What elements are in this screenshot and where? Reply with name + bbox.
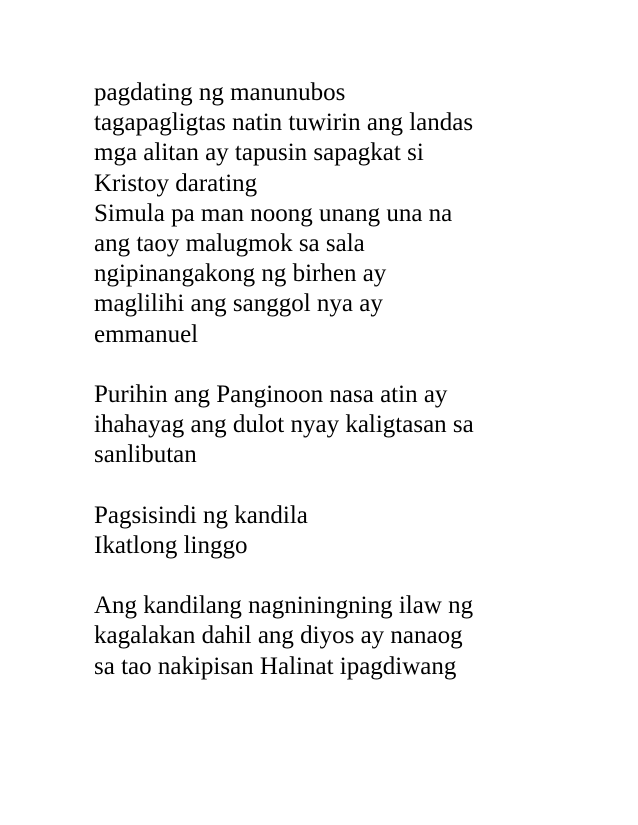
stanza-1	[94, 78, 614, 350]
stanza-3	[94, 501, 614, 561]
text-line: ihahayag ang dulot nyay kaligtasan sa	[94, 411, 474, 439]
paragraph-gap	[94, 350, 614, 380]
text-line: maglilihi ang sanggol nya ay	[94, 290, 383, 318]
text-line: mga alitan ay tapusin sapagkat si	[94, 139, 424, 167]
text-line: pagdating ng manunubos	[94, 79, 346, 106]
stanza-2	[94, 380, 614, 471]
text-line: Ikatlong linggo	[94, 531, 248, 559]
text-line: Simula pa man noong unang una na	[94, 199, 453, 227]
text-line: Ang kandilang nagniningning ilaw ng	[94, 592, 474, 620]
paragraph-gap	[94, 561, 614, 591]
text-line: ngipinangakong ng birhen ay	[94, 260, 387, 288]
text-line: Pagsisindi ng kandila	[94, 501, 308, 529]
text-line: Purihin ang Panginoon nasa atin ay	[94, 380, 448, 408]
text-line: emmanuel	[94, 320, 199, 348]
text-line: ang taoy malugmok sa sala	[94, 229, 365, 257]
text-line: sa tao nakipisan Halinat ipagdiwang	[94, 652, 457, 680]
text-line: Kristoy darating	[94, 169, 258, 197]
text-line: sanlibutan	[94, 441, 197, 469]
document-text	[94, 78, 614, 682]
text-line: tagapagligtas natin tuwirin ang landas	[94, 109, 474, 137]
stanza-4	[94, 591, 614, 682]
text-line: kagalakan dahil ang diyos ay nanaog	[94, 622, 463, 650]
paragraph-gap	[94, 470, 614, 500]
